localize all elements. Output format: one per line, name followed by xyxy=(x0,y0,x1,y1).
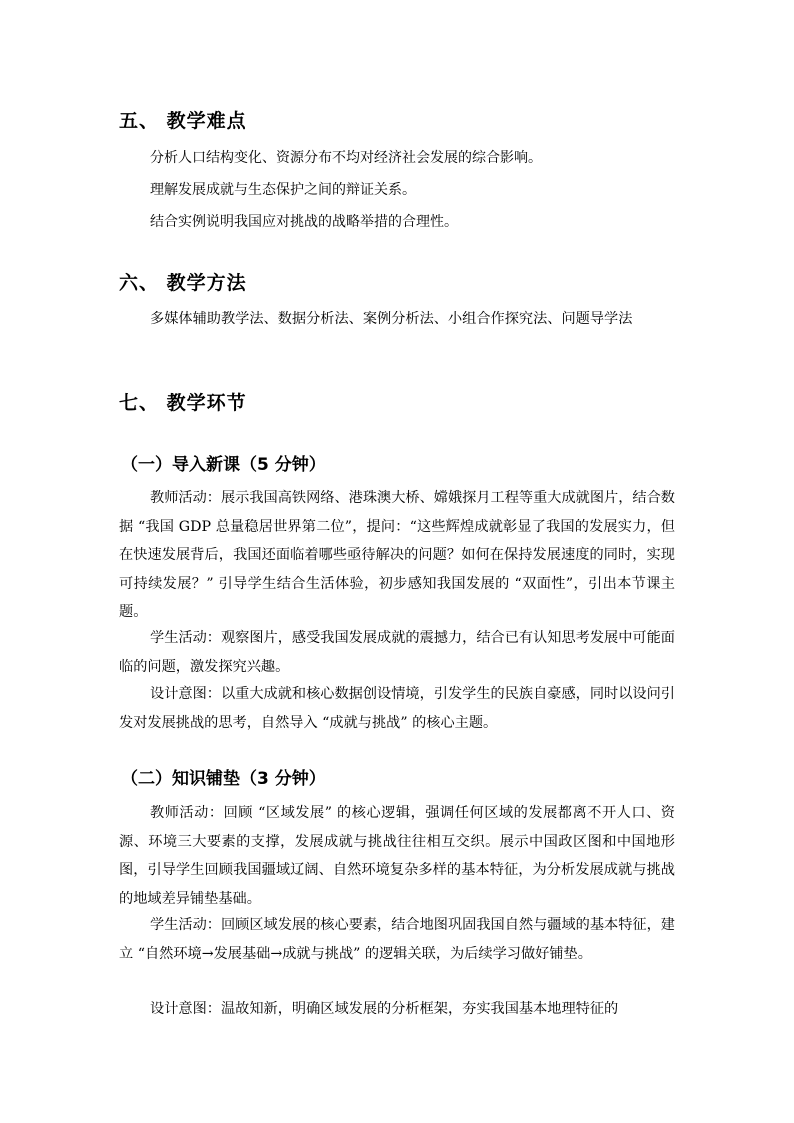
part-one-teacher-activity: 教师活动：展示我国高铁网络、港珠澳大桥、嫦娥探月工程等重大成就图片，结合数据 “我国 GDP 总量稳居世界第二位”，提问：“这些辉煌成就彰显了我国的发展实力，但在快速发展背后，我国还面临着哪些亟待解决的问题？如何在保持发展速度的同时，实现可持续发展？” 引导学生结合生活体验，初步感知我国发展的 “双面性”，引出本节课主题。 xyxy=(119,490,675,620)
part-two-student-activity: 学生活动：回顾区域发展的核心要素，结合地图巩固我国自然与疆域的基本特征，建立 “自然环境→发展基础→成就与挑战” 的逻辑关联，为后续学习做好铺垫。 xyxy=(119,917,675,962)
part-one-student-activity: 学生活动：观察图片，感受我国发展成就的震撼力，结合已有认知思考发展中可能面临的问题，激发探究兴趣。 xyxy=(119,630,675,675)
difficulty-item-1: 分析人口结构变化、资源分布不均对经济社会发展的综合影响。 xyxy=(150,150,542,166)
part-two-design-intent: 设计意图：温故知新，明确区域发展的分析框架，夯实我国基本地理特征的 xyxy=(150,1001,619,1017)
section-five-heading: 五、 教学难点 xyxy=(119,110,247,132)
section-seven-heading: 七、 教学环节 xyxy=(119,392,247,414)
difficulty-item-2: 理解发展成就与生态保护之间的辩证关系。 xyxy=(150,182,416,198)
part-two-teacher-activity: 教师活动：回顾 “区域发展” 的核心逻辑，强调任何区域的发展都离不开人口、资源、环境三大要素的支撑，发展成就与挑战往往相互交织。展示中国政区图和中国地形图，引导学生回顾我国疆域辽阔、自然环境复杂多样的基本特征，为分析发展成就与挑战的地域差异铺垫基础。 xyxy=(119,805,675,907)
part-one-design-intent: 设计意图：以重大成就和核心数据创设情境，引发学生的民族自豪感，同时以设问引发对发展挑战的思考，自然导入 “成就与挑战” 的核心主题。 xyxy=(119,686,675,731)
part-one-heading: （一）导入新课（5 分钟） xyxy=(121,455,326,475)
methods-paragraph: 多媒体辅助教学法、数据分析法、案例分析法、小组合作探究法、问题导学法 xyxy=(150,311,633,327)
part-two-heading: （二）知识铺垫（3 分钟） xyxy=(121,769,326,789)
section-six-heading: 六、 教学方法 xyxy=(119,272,247,294)
difficulty-item-3: 结合实例说明我国应对挑战的战略举措的合理性。 xyxy=(150,214,458,230)
